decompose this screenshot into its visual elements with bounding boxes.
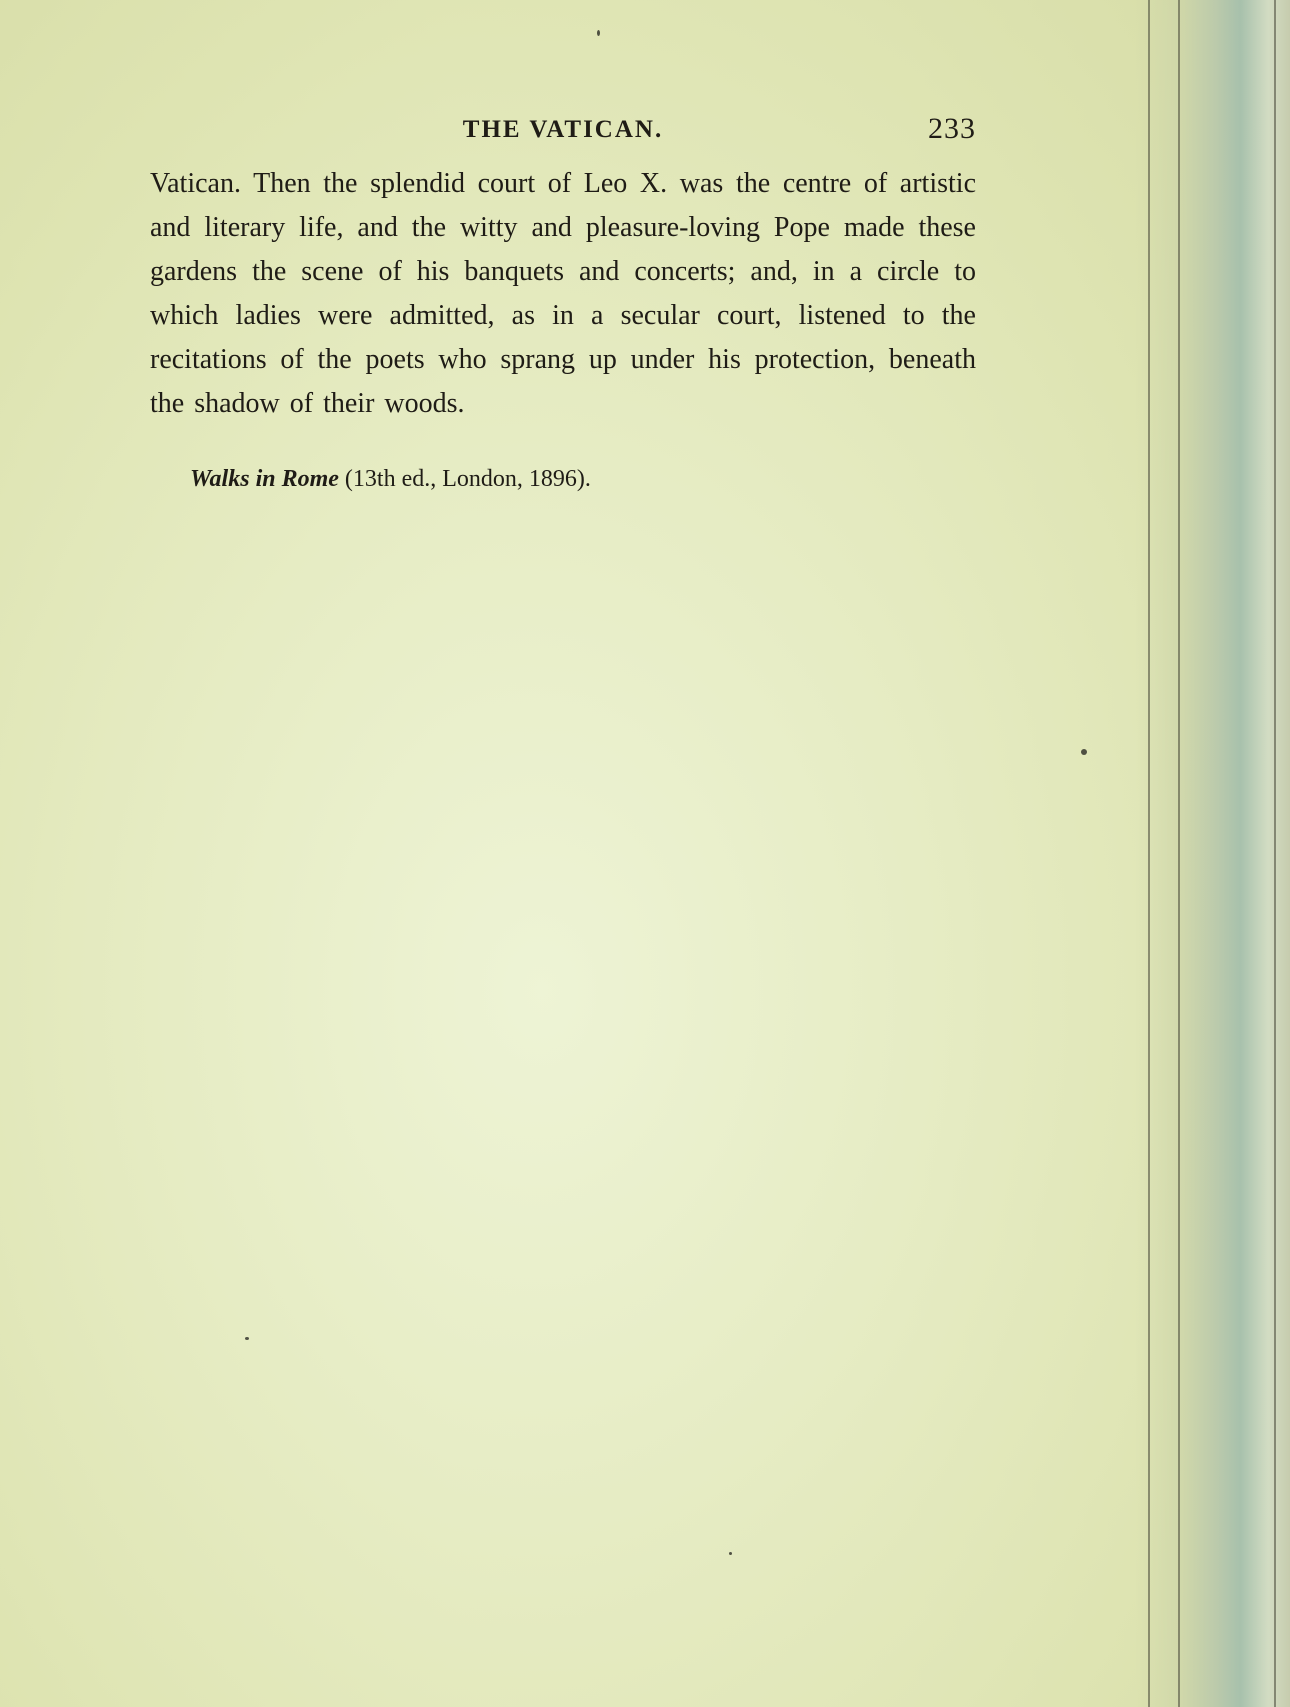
footnote-citation [190, 464, 976, 494]
paper-speck [597, 30, 600, 36]
body-paragraph: Vatican. Then the splendid court of Leo X. was the centre of artistic and literary life, and the witty and pleasure-loving Pope made these gardens the scene of his banquets and concerts; and, in a circle to which ladies were admitted, as in a secular court, listened to the recitations of the poets who sprang up under his protection, beneath the shadow of their woods. [150, 168, 976, 419]
paper-speck [1081, 749, 1087, 755]
page-title: THE VATICAN. [462, 116, 664, 143]
page-edge-line [1148, 0, 1150, 1707]
book-page-content [150, 112, 976, 494]
running-head [150, 112, 976, 152]
page-number: 233 [928, 112, 976, 145]
paper-speck [245, 1337, 249, 1340]
page-edge-shadow [1135, 0, 1290, 1707]
cited-book-title: Walks in Rome [190, 466, 339, 492]
cited-book-details: (13th ed., London, 1896). [344, 466, 591, 492]
page-edge-line [1178, 0, 1180, 1707]
paper-speck [729, 1552, 732, 1555]
page-edge-line [1274, 0, 1276, 1707]
